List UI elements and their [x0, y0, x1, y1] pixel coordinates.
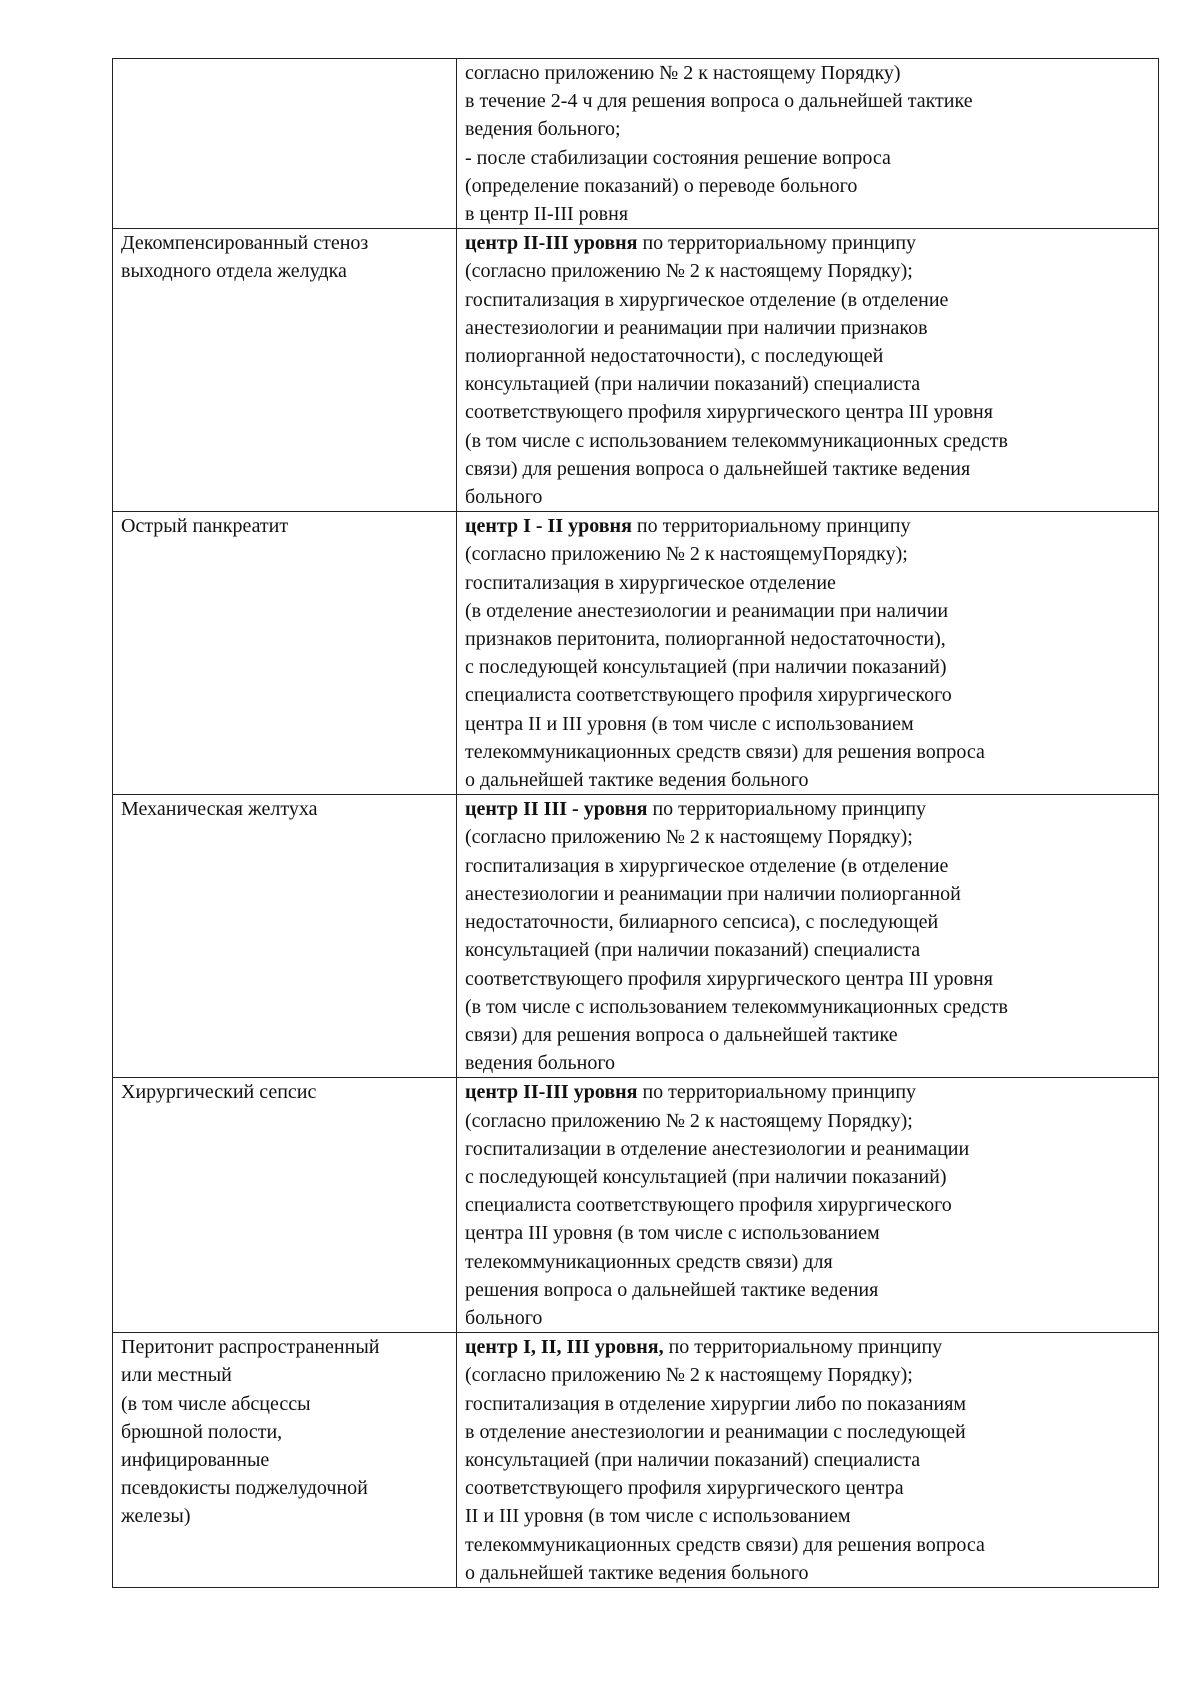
table-row [113, 59, 1159, 229]
routing-line: (согласно приложению № 2 к настоящемуПорядку); [465, 543, 908, 566]
routing-line: ведения больного [465, 1052, 616, 1075]
routing-line: телекоммуникационных средств связи) для [465, 1250, 833, 1273]
table-row [113, 229, 1159, 512]
routing-line: консультацией (при наличии показаний) специалиста [465, 939, 921, 962]
routing-line: госпитализация в отделение хирургии либо по показаниям [465, 1392, 967, 1415]
routing-table [112, 58, 1159, 1588]
routing-cell [457, 795, 1159, 1078]
condition-line: Механическая желтуха [121, 798, 318, 821]
routing-line: консультацией (при наличии показаний) специалиста [465, 1448, 921, 1471]
routing-line: специалиста соответствующего профиля хирургического [465, 1194, 952, 1217]
condition-line: выходного отдела желудка [121, 260, 347, 283]
routing-line: о дальнейшей тактике ведения больного [465, 769, 809, 792]
routing-line: соответствующего профиля хирургического центра III уровня [465, 401, 993, 424]
routing-level-line [465, 1333, 1158, 1361]
condition-cell [113, 1078, 457, 1333]
condition-line: инфицированные [121, 1448, 270, 1471]
table-row [113, 795, 1159, 1078]
routing-line: ведения больного; [465, 118, 621, 141]
routing-line: больного [465, 486, 543, 509]
routing-line: госпитализация в хирургическое отделение [465, 571, 836, 594]
condition-cell [113, 512, 457, 795]
care-level-label: центр II III - уровня [465, 798, 648, 821]
care-level-principle: по территориальному принципу [663, 1336, 943, 1359]
routing-line: специалиста соответствующего профиля хирургического [465, 684, 952, 707]
routing-level-line [465, 1078, 1158, 1106]
routing-line: анестезиологии и реанимации при наличии признаков [465, 316, 928, 339]
routing-cell [457, 1333, 1159, 1588]
care-level-label: центр II-III уровня [465, 1081, 638, 1104]
routing-line: телекоммуникационных средств связи) для решения вопроса [465, 1533, 985, 1556]
routing-line: о дальнейшей тактике ведения больного [465, 1561, 809, 1584]
routing-line: связи) для решения вопроса о дальнейшей тактике ведения [465, 457, 971, 480]
care-level-label: центр I, II, III уровня, [465, 1336, 664, 1359]
table-row [113, 1078, 1159, 1333]
routing-cell [457, 59, 1159, 229]
routing-line: полиорганной недостаточности), с последующей [465, 345, 884, 368]
condition-line: или местный [121, 1364, 232, 1387]
condition-line: Острый панкреатит [121, 515, 289, 538]
routing-line: соответствующего профиля хирургического центра [465, 1477, 904, 1500]
routing-line: с последующей консультацией (при наличии показаний) [465, 656, 947, 679]
routing-line: (в том числе с использованием телекоммуникационных средств [465, 429, 1008, 452]
routing-line: (в отделение анестезиологии и реанимации при наличии [465, 599, 949, 622]
routing-line: больного [465, 1306, 543, 1329]
routing-line: в отделение анестезиологии и реанимации с последующей [465, 1420, 966, 1443]
routing-line: госпитализация в хирургическое отделение (в отделение [465, 288, 949, 311]
condition-line: Декомпенсированный стеноз [121, 232, 369, 255]
routing-line: связи) для решения вопроса о дальнейшей тактике [465, 1023, 898, 1046]
routing-line: решения вопроса о дальнейшей тактике ведения [465, 1278, 879, 1301]
routing-line: в центр II-III ровня [465, 203, 629, 226]
condition-cell [113, 229, 457, 512]
routing-level-line [465, 512, 1158, 540]
care-level-principle: по территориальному принципу [637, 1081, 917, 1104]
routing-line: признаков перитонита, полиорганной недостаточности), [465, 628, 946, 651]
routing-line: в течение 2-4 ч для решения вопроса о дальнейшей тактике [465, 90, 973, 113]
routing-table-body [113, 59, 1159, 1588]
care-level-label: центр II-III уровня [465, 232, 638, 255]
routing-line: госпитализация в хирургическое отделение (в отделение [465, 854, 949, 877]
routing-line: (согласно приложению № 2 к настоящему Порядку); [465, 1364, 913, 1387]
routing-line: (согласно приложению № 2 к настоящему Порядку); [465, 1109, 913, 1132]
condition-line: Хирургический сепсис [121, 1081, 317, 1104]
condition-line: (в том числе абсцессы [121, 1392, 311, 1415]
routing-line: (в том числе с использованием телекоммуникационных средств [465, 995, 1008, 1018]
routing-level-line [465, 795, 1158, 823]
care-level-principle: по территориальному принципу [631, 515, 911, 538]
routing-line: госпитализации в отделение анестезиологии и реанимации [465, 1137, 970, 1160]
condition-cell [113, 1333, 457, 1588]
table-row [113, 512, 1159, 795]
condition-cell [113, 795, 457, 1078]
routing-line: консультацией (при наличии показаний) специалиста [465, 373, 921, 396]
routing-level-line [465, 229, 1158, 257]
routing-line: (определение показаний) о переводе больного [465, 174, 858, 197]
condition-line: железы) [121, 1505, 191, 1528]
routing-line: с последующей консультацией (при наличии показаний) [465, 1165, 947, 1188]
condition-line: брюшной полости, [121, 1420, 283, 1443]
routing-line: центра II и III уровня (в том числе с использованием [465, 712, 914, 735]
care-level-label: центр I - II уровня [465, 515, 632, 538]
routing-line: недостаточности, билиарного сепсиса), с последующей [465, 911, 939, 934]
routing-line: (согласно приложению № 2 к настоящему Порядку); [465, 826, 913, 849]
table-row [113, 1333, 1159, 1588]
routing-cell [457, 512, 1159, 795]
routing-line: II и III уровня (в том числе с использованием [465, 1505, 851, 1528]
routing-line: (согласно приложению № 2 к настоящему Порядку); [465, 260, 913, 283]
routing-line: согласно приложению № 2 к настоящему Порядку) [465, 62, 901, 84]
care-level-principle: по территориальному принципу [647, 798, 927, 821]
routing-line: - после стабилизации состояния решение вопроса [465, 146, 891, 169]
condition-line: Перитонит распространенный [121, 1336, 380, 1359]
care-level-principle: по территориальному принципу [637, 232, 917, 255]
routing-line: телекоммуникационных средств связи) для решения вопроса [465, 740, 985, 763]
routing-line: центра III уровня (в том числе с использованием [465, 1222, 880, 1245]
routing-line: соответствующего профиля хирургического центра III уровня [465, 967, 993, 990]
routing-cell [457, 229, 1159, 512]
condition-line: псевдокисты поджелудочной [121, 1477, 368, 1500]
routing-cell [457, 1078, 1159, 1333]
routing-line: анестезиологии и реанимации при наличии полиорганной [465, 882, 961, 905]
condition-cell [113, 59, 457, 229]
